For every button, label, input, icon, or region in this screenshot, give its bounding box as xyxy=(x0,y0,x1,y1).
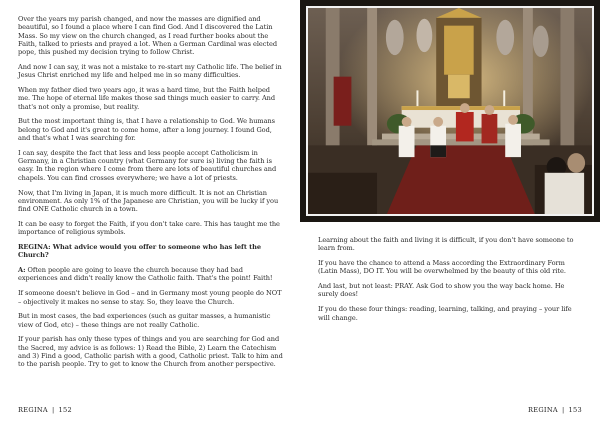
interview-question: REGINA: What advice would you offer to someone who has left the Church? xyxy=(18,243,261,260)
publication-name: REGINA xyxy=(18,406,48,414)
page-number: 152 xyxy=(58,406,73,414)
paragraph: If you do these four things: reading, learning, talking, and praying – your life will change. xyxy=(318,305,572,322)
page-footer-right: REGINA | 153 xyxy=(527,406,582,414)
answer-text: Often people are going to leave the church because they had bad experiences and didn't really know the Catholic faith. That's the point! Faith! xyxy=(18,266,273,283)
paragraph: If your parish has only these types of things and you are searching for God and the Sacred, my advice is as follows: 1) Read the Bible, 2) Learn the Catechism and 3) Find a good, Catholic parish with a good, Catholic priest. Talk to him and to the parish people. Try to get to know the Church from another perspective. xyxy=(18,335,283,369)
left-column-text xyxy=(18,15,284,375)
paragraph: Now, that I'm living in Japan, it is much more difficult. It is not an Christian environment. As only 1% of the Japanese are Christian, you will be lucky if you find ONE Catholic church in a town. xyxy=(18,188,279,214)
interview-answer xyxy=(18,266,284,283)
photo-frame xyxy=(300,0,600,222)
paragraph: And now I can say, it was not a mistake to re-start my Catholic life. The belief in Jesus Christ enriched my life and helped me in so many difficulties. xyxy=(18,62,282,80)
paragraph: Learning about the faith and living it is difficult, if you don't have someone to learn from. xyxy=(318,236,574,253)
paragraph: When my father died two years ago, it was a hard time, but the Faith helped me. The hope of eternal life makes those sad things much easier to carry. And that's not only a promise, but reality. xyxy=(18,86,276,111)
church-altar-image xyxy=(308,8,592,214)
church-mass-photo xyxy=(306,6,594,216)
page-number: 153 xyxy=(568,406,582,414)
page-footer-left: REGINA | 152 xyxy=(18,406,73,414)
answer-lead: A: xyxy=(18,266,26,275)
paragraph: It can be easy to forget the Faith, if you don't take care. This has taught me the importance of religious symbols. xyxy=(18,219,280,237)
paragraph: And last, but not least: PRAY. Ask God to show you the way back home. He surely does! xyxy=(318,282,565,299)
paragraph: But the most important thing is, that I have a relationship to God. We humans belong to God and it's great to come home, after a long journey. I found God, and that's what I was searching for. xyxy=(18,117,276,143)
publication-name: REGINA xyxy=(527,406,558,414)
right-column-text xyxy=(318,236,584,328)
paragraph: If you have the chance to attend a Mass according the Extraordinary Form (Latin Mass), DO IT. You will be overwhelmed by the beauty of this old rite. xyxy=(318,259,566,276)
paragraph: I can say, despite the fact that less and less people accept Catholicism in Germany, in a Christian country (what Germany for sure is) living the faith is easy. In the region where I come from there are lots of beautiful churches and chapels. You can find crosses everywhere; we have a lot of priests. xyxy=(18,148,277,182)
right-page xyxy=(300,0,600,424)
paragraph: Over the years my parish changed, and now the masses are dignified and beautiful, so I found a place where I can find God. And I discovered the Latin Mass. So my view on the church changed, as I read further books about the Faith, talked to priests and prayed a lot. When a German Cardinal was elected pope, this pushed my decision trying to follow Christ. xyxy=(18,15,278,57)
paragraph: If someone doesn't believe in God – and in Germany most young people do NOT – objectively it makes no sense to stay. So, they leave the Church. xyxy=(18,289,282,306)
paragraph: But in most cases, the bad experiences (such as guitar masses, a humanistic view of God, etc) – these things are not really Catholic. xyxy=(18,312,271,329)
